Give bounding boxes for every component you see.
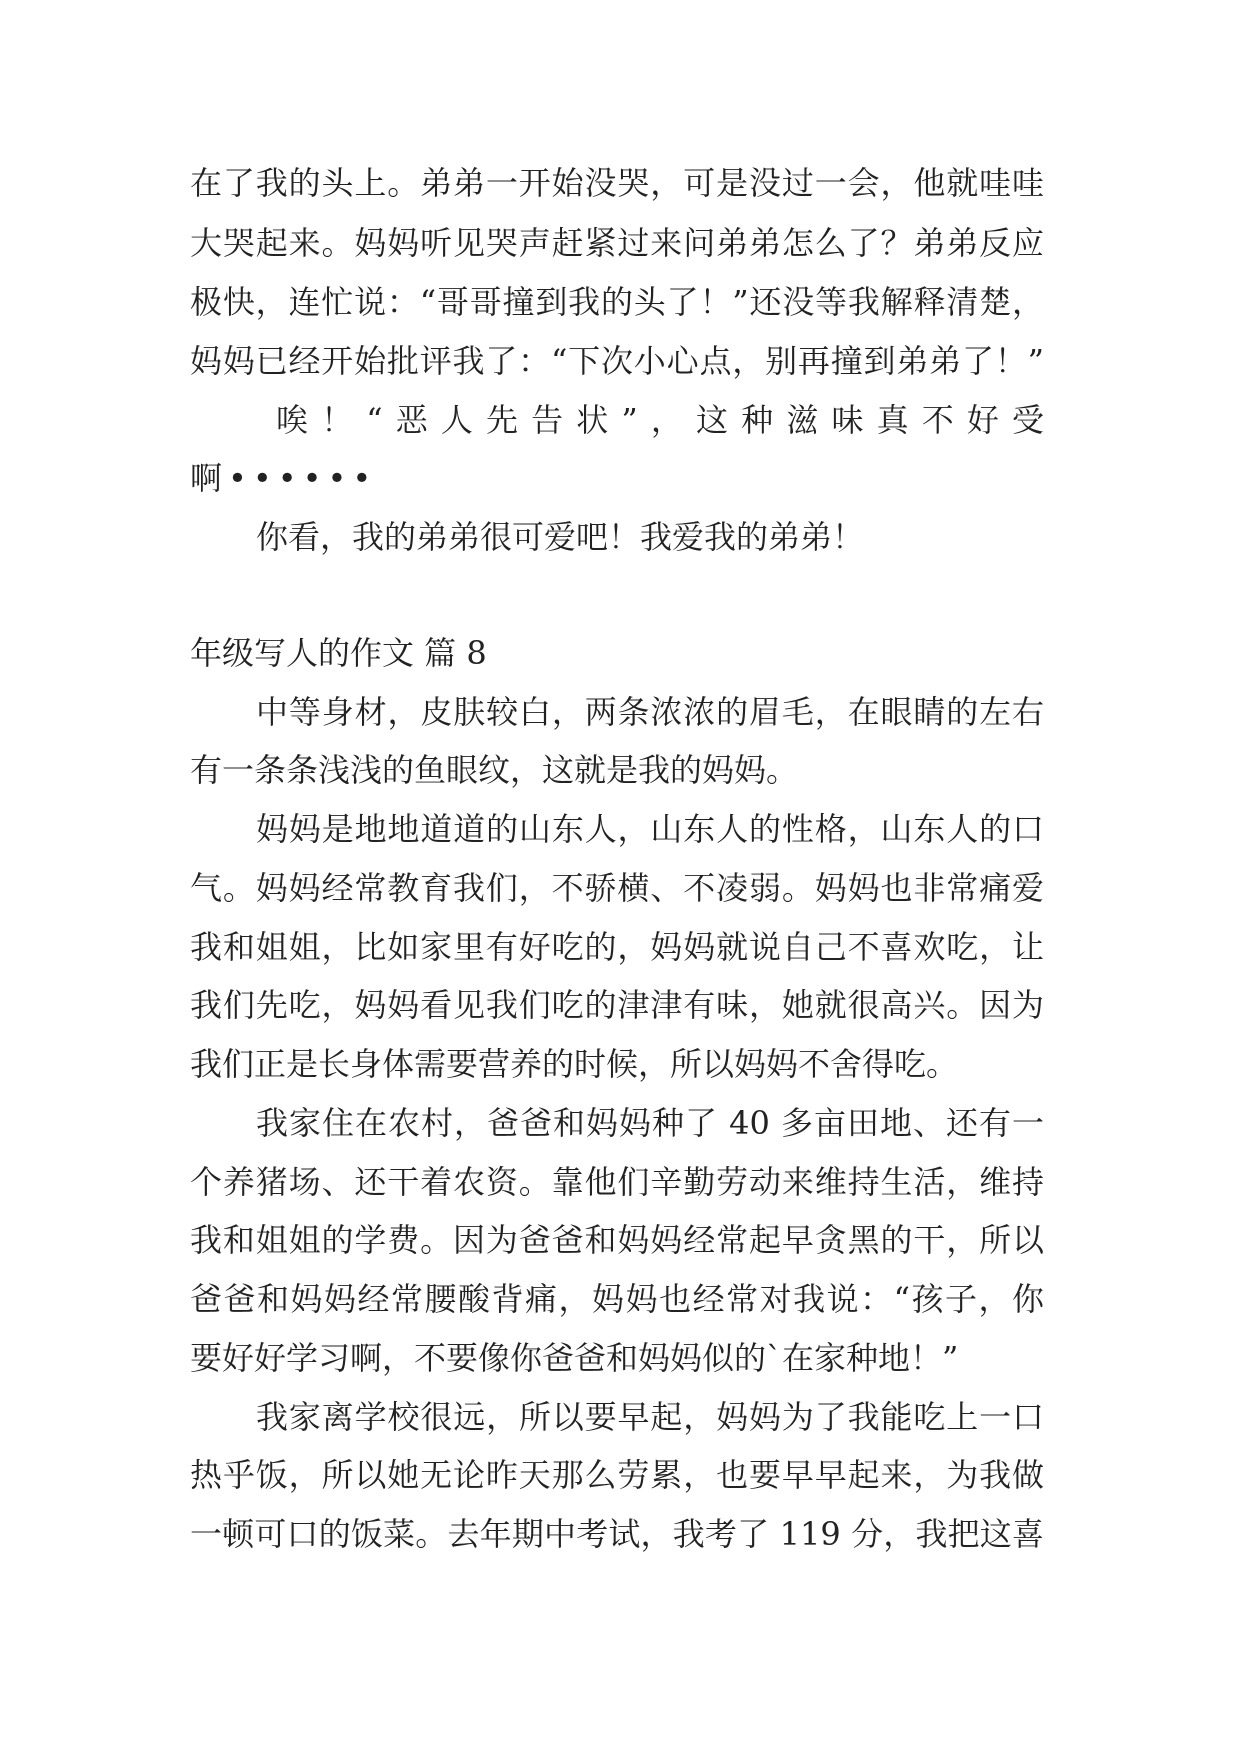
text-line: 热乎饭，所以她无论昨天那么劳累，也要早早起来，为我做 — [190, 1456, 1044, 1494]
text-line: 要好好学习啊，不要像你爸爸和妈妈似的`在家种地！” — [190, 1339, 959, 1377]
text-line: 中等身材，皮肤较白，两条浓浓的眉毛，在眼睛的左右 — [256, 693, 1044, 731]
text-line: 大哭起来。妈妈听见哭声赶紧过来问弟弟怎么了？弟弟反应 — [190, 224, 1044, 262]
text-line: 爸爸和妈妈经常腰酸背痛，妈妈也经常对我说：“孩子，你 — [190, 1280, 1044, 1318]
text-line: 我和姐姐的学费。因为爸爸和妈妈经常起早贪黑的干，所以 — [190, 1221, 1044, 1259]
text-line: 你看，我的弟弟很可爱吧！我爱我的弟弟！ — [256, 518, 865, 556]
text-line: 在了我的头上。弟弟一开始没哭，可是没过一会，他就哇哇 — [190, 164, 1044, 202]
text-line: 极快，连忙说：“哥哥撞到我的头了！”还没等我解释清楚， — [190, 283, 1044, 321]
text-line: 妈妈已经开始批评我了：“下次小心点，别再撞到弟弟了！” — [190, 342, 1044, 380]
text-line: 我家离学校很远，所以要早起，妈妈为了我能吃上一口 — [256, 1398, 1044, 1436]
text-line: 个养猪场、还干着农资。靠他们辛勤劳动来维持生活，维持 — [190, 1163, 1044, 1201]
text-line: 我家住在农村，爸爸和妈妈种了 40 多亩田地、还有一 — [256, 1104, 1044, 1142]
text-line: 一顿可口的饭菜。去年期中考试，我考了 119 分，我把这喜 — [190, 1515, 1044, 1553]
text-line: 气。妈妈经常教育我们，不骄横、不凌弱。妈妈也非常痛爱 — [190, 869, 1044, 907]
text-line: 我们先吃，妈妈看见我们吃的津津有味，她就很高兴。因为 — [190, 986, 1044, 1024]
text-line: 妈妈是地地道道的山东人，山东人的性格，山东人的口 — [256, 810, 1044, 848]
text-line: 唉！“恶人先告状”，这种滋味真不好受 — [276, 401, 1044, 439]
text-line: 我们正是长身体需要营养的时候，所以妈妈不舍得吃。 — [190, 1045, 959, 1083]
text-line: 我和姐姐，比如家里有好吃的，妈妈就说自己不喜欢吃，让 — [190, 928, 1044, 966]
text-line: 啊•••••• — [190, 459, 378, 497]
section-heading: 年级写人的作文 篇 8 — [190, 634, 487, 672]
text-line: 有一条条浅浅的鱼眼纹，这就是我的妈妈。 — [190, 751, 799, 789]
